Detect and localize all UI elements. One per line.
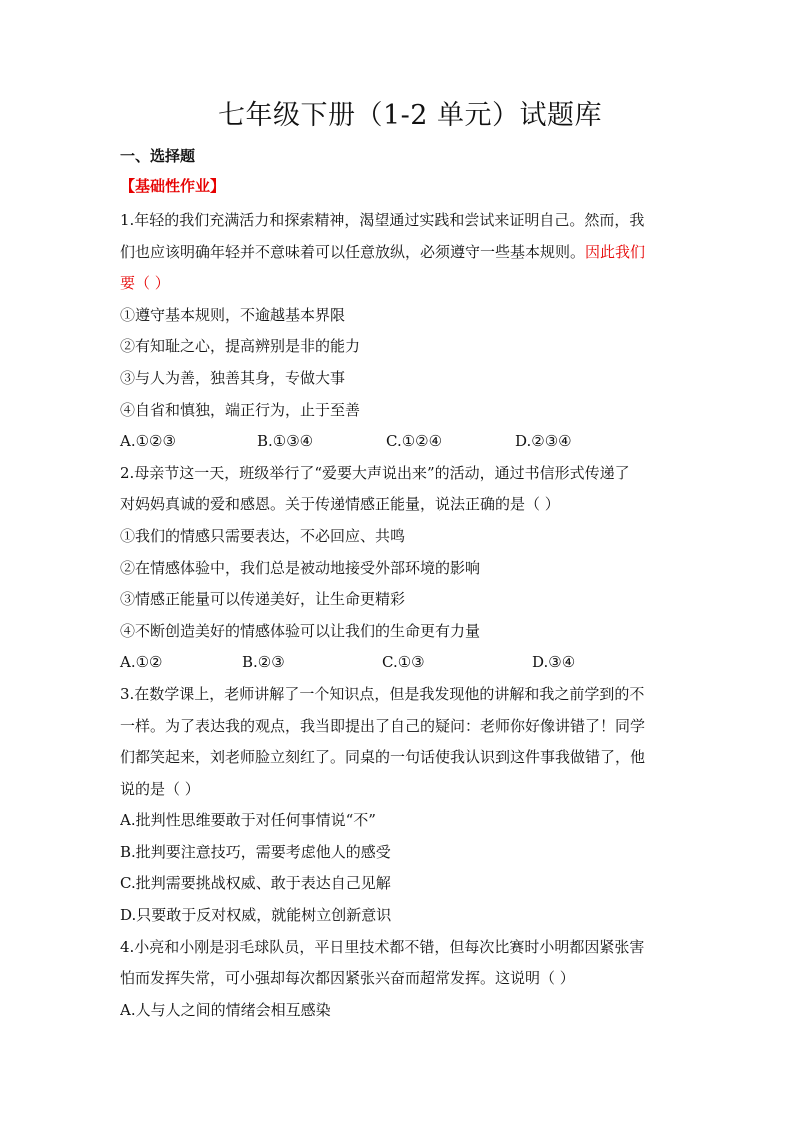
question-4-line-2: 怕而发挥失常，可小强却每次都因紧张兴奋而超常发挥。这说明（ ） (120, 969, 575, 988)
question-1-options (120, 426, 700, 458)
question-2-item-1: ①我们的情感只需要表达，不必回应、共鸣 (120, 526, 406, 545)
question-1-item-1: ①遵守基本规则，不逾越基本界限 (120, 305, 346, 324)
question-2-option-a: A.①② (120, 653, 163, 672)
question-3-option-b: B.批判要注意技巧，需要考虑他人的感受 (120, 842, 391, 861)
subsection-heading: 【基础性作业】 (120, 177, 226, 195)
question-1-option-c: C.①②④ (386, 432, 443, 451)
question-1-option-b: B.①③④ (257, 432, 314, 451)
question-3-line-4: 说的是（ ） (120, 779, 200, 798)
question-3-option-a: A.批判性思维要敢于对任何事情说“不” (120, 811, 376, 830)
question-1-item-3: ③与人为善，独善其身，专做大事 (120, 368, 346, 387)
question-4-line-1: 4.小亮和小刚是羽毛球队员，平日里技术都不错，但每次比赛时小明都因紧张害 (120, 937, 645, 956)
question-3-line-3: 们都笑起来，刘老师脸立刻红了。同桌的一句话使我认识到这件事我做错了，他 (120, 748, 646, 767)
question-2-line-1: 2.母亲节这一天，班级举行了“爱要大声说出来”的活动，通过书信形式传递了 (120, 463, 630, 482)
page-title: 七年级下册（1-2 单元）试题库 (217, 100, 603, 131)
question-1-text: 们也应该明确年轻并不意味着可以任意放纵，必须遵守一些基本规则。 (120, 242, 586, 261)
question-1-item-2: ②有知耻之心，提高辨别是非的能力 (120, 337, 361, 356)
question-1-line-2 (120, 237, 700, 269)
question-1-item-4: ④自省和慎独，端正行为，止于至善 (120, 400, 361, 419)
question-2-options (120, 647, 700, 679)
question-2-item-2: ②在情感体验中，我们总是被动地接受外部环境的影响 (120, 558, 481, 577)
question-1-line-3: 要（ ） (120, 274, 170, 293)
question-list (120, 205, 700, 1026)
question-3-line-1: 3.在数学课上，老师讲解了一个知识点，但是我发现他的讲解和我之前学到的不 (120, 684, 645, 703)
question-1-option-d: D.②③④ (515, 432, 572, 451)
question-4-option-a: A.人与人之间的情绪会相互感染 (120, 1000, 331, 1019)
question-3-option-c: C.批判需要挑战权威、敢于表达自己见解 (120, 874, 391, 893)
question-2-line-2: 对妈妈真诚的爱和感恩。关于传递情感正能量，说法正确的是（ ） (120, 495, 560, 514)
question-2-option-b: B.②③ (242, 653, 285, 672)
question-1-line-1: 1.年轻的我们充满活力和探索精神，渴望通过实践和尝试来证明自己。然而，我 (120, 211, 645, 229)
question-2-option-d: D.③④ (532, 653, 576, 672)
question-2-option-c: C.①③ (382, 653, 425, 672)
question-3-line-2: 一样。为了表达我的观点，我当即提出了自己的疑问：老师你好像讲错了！同学 (120, 716, 646, 735)
section-heading: 一、选择题 (120, 147, 196, 165)
question-3-option-d: D.只要敢于反对权威，就能树立创新意识 (120, 906, 392, 925)
question-1-highlight: 因此我们 (585, 242, 646, 261)
question-2-item-4: ④不断创造美好的情感体验可以让我们的生命更有力量 (120, 621, 481, 640)
question-2-item-3: ③情感正能量可以传递美好，让生命更精彩 (120, 590, 406, 609)
question-1-option-a: A.①②③ (120, 432, 176, 451)
